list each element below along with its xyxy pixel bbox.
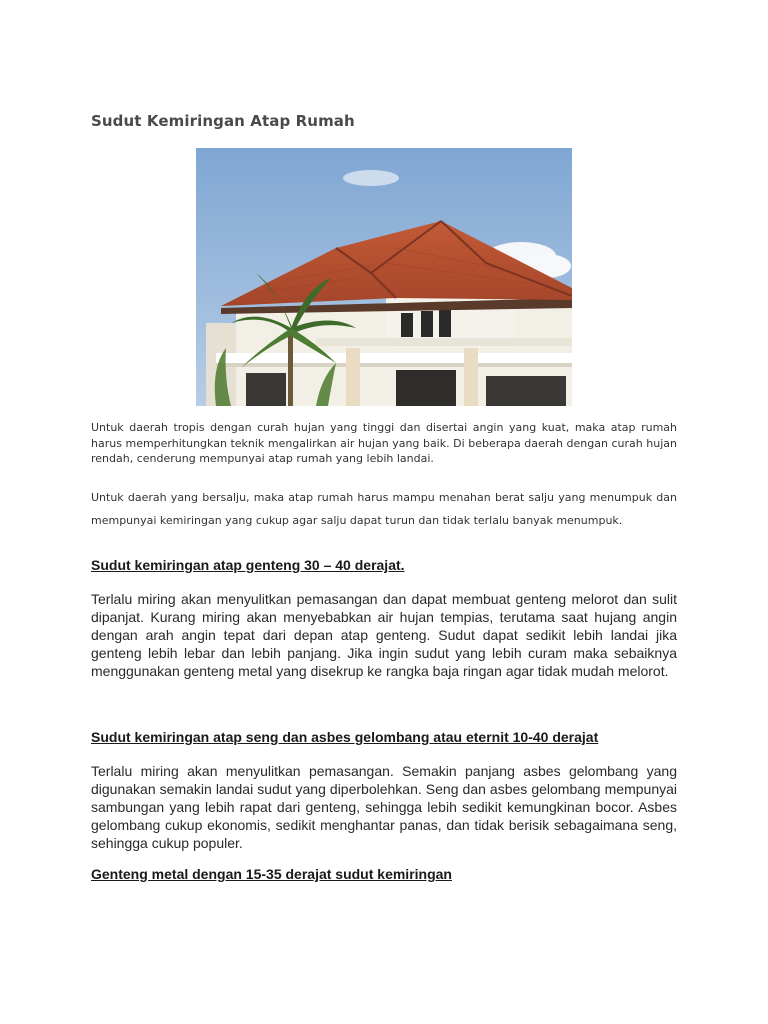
section-heading-genteng-metal: Genteng metal dengan 15-35 derajat sudut kemiringan [91, 866, 452, 882]
paragraph-salju: Untuk daerah yang bersalju, maka atap rumah harus mampu menahan berat salju yang menumpuk dan mempunyai kemiringan yang cukup agar salju dapat turun dan tidak terlalu banyak menumpuk. [91, 491, 677, 527]
house-photo [196, 148, 572, 406]
section-heading-seng-asbes: Sudut kemiringan atap seng dan asbes gelombang atau eternit 10-40 derajat [91, 729, 599, 745]
section-body-seng-asbes: Terlalu miring akan menyulitkan pemasangan. Semakin panjang asbes gelombang yang digunakan semakin landai sudut yang diperbolehkan. Seng dan asbes gelombang mempunyai sambungan yang lebih rapat dari genteng, sehingga lebih sedikit kemungkinan bocor. Asbes gelombang cukup ekonomis, sedikit menghantar panas, dan tidak berisik sebagaimana seng, sehingga cukup populer. [91, 763, 677, 851]
section-heading-genteng: Sudut kemiringan atap genteng 30 – 40 derajat. [91, 557, 405, 573]
paragraph-tropis: Untuk daerah tropis dengan curah hujan yang tinggi dan disertai angin yang kuat, maka atap rumah harus memperhitungkan teknik mengalirkan air hujan yang baik. Di beberapa daerah dengan curah hujan rendah, cenderung mempunyai atap rumah yang lebih landai. [91, 421, 677, 465]
section-body-genteng: Terlalu miring akan menyulitkan pemasangan dan dapat membuat genteng melorot dan sulit dipanjat. Kurang miring akan menyebabkan air hujan tempias, terutama saat hujang angin dengan arah angin tepat dari depan atap genteng. Sudut dapat sedikit lebih landai jika genteng lebih lebar dan lebih panjang. Jika ingin sudut yang lebih curam maka sebaiknya menggunakan genteng metal yang disekrup ke rangka baja ringan agar tidak mudah melorot. [91, 591, 677, 679]
page-title: Sudut Kemiringan Atap Rumah [91, 112, 355, 130]
